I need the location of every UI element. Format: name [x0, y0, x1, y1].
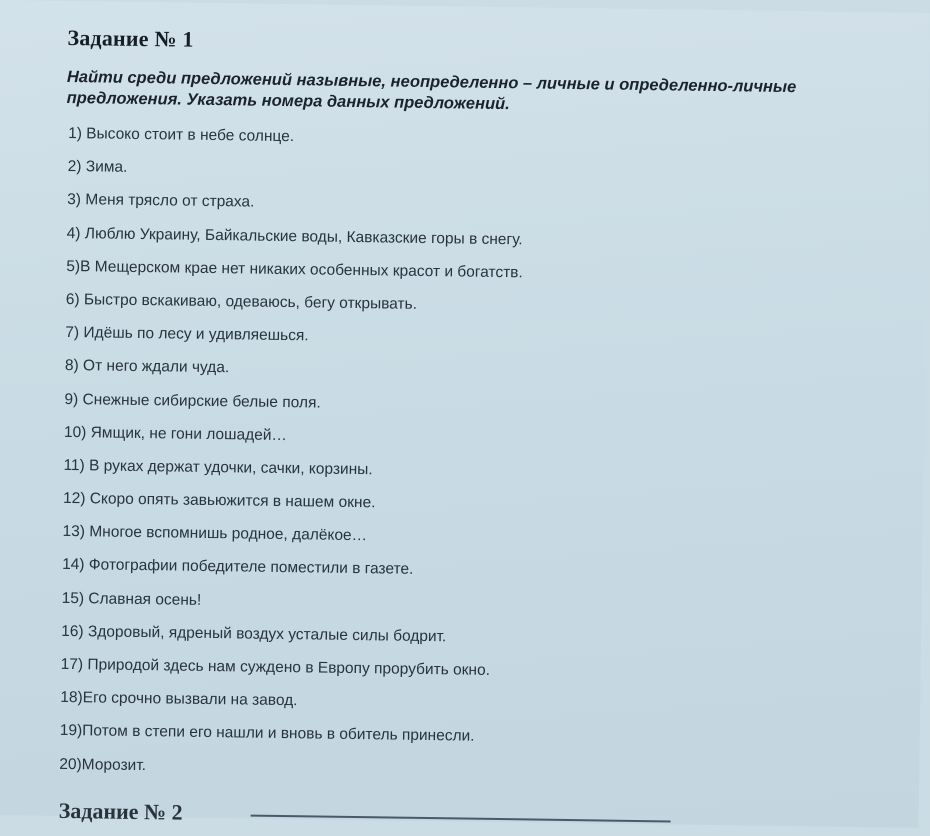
sentence-item: 6) Быстро вскакиваю, одеваюсь, бегу открывать.: [65, 290, 418, 313]
sentence-item: 8) От него ждали чуда.: [64, 357, 230, 377]
sentence-item: 19)Потом в степи его нашли и вновь в обитель принесли.: [59, 722, 475, 746]
sentence-list: [59, 123, 525, 793]
sentence-item: 14) Фотографии победителе поместили в газете.: [62, 556, 414, 579]
sentence-item: 9) Снежные сибирские белые поля.: [64, 390, 321, 412]
sentence-item: 3) Меня трясло от страха.: [67, 191, 255, 211]
sentence-item: 18)Его срочно вызвали на завод.: [60, 689, 298, 710]
sentence-item: 12) Скоро опять завьюжится в нашем окне.: [62, 489, 376, 512]
task-title: Задание № 1: [67, 24, 194, 52]
sentence-item: 5)В Мещерском крае нет никаких особенных красот и богатств.: [66, 257, 523, 282]
sentence-item: 15) Славная осень!: [61, 589, 202, 609]
sentence-item: 2) Зима.: [67, 158, 128, 176]
task-instruction: Найти среди предложений назывные, неопределенно – личные и определенно-личные предложения. Указать номера данных предложений.: [66, 67, 797, 114]
sentence-item: 10) Ямщик, не гони лошадей…: [63, 423, 288, 444]
sentence-item: 7) Идёшь по лесу и удивляешься.: [65, 324, 309, 345]
sentence-item: 4) Люблю Украину, Байкальские воды, Кавказские горы в снегу.: [66, 224, 523, 248]
sentence-item: 13) Многое вспомнишь родное, далёкое…: [62, 523, 368, 545]
sentence-item: 11) В руках держат удочки, сачки, корзины.: [63, 456, 373, 479]
sentence-item: 16) Здоровый, ядреный воздух усталые силы бодрит.: [61, 622, 447, 646]
next-task-title: Задание № 2: [58, 797, 183, 825]
sentence-item: 17) Природой здесь нам суждено в Европу прорубить окно.: [60, 655, 491, 679]
divider-line: [251, 815, 671, 823]
sentence-item: 20)Морозит.: [59, 755, 147, 774]
sentence-item: 1) Высоко стоит в небе солнце.: [68, 124, 295, 146]
